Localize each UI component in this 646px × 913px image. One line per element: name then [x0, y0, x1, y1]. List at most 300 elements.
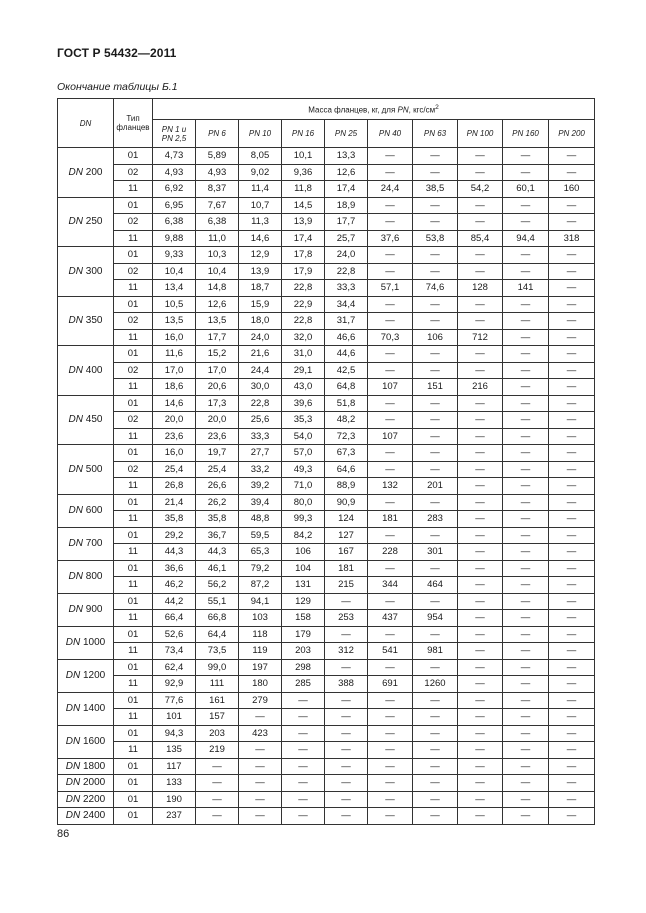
mass-value-cell: 57,0 [282, 445, 325, 462]
type-cell: 01 [114, 775, 153, 792]
mass-value-cell: 22,8 [325, 263, 368, 280]
mass-value-cell: 20,0 [196, 412, 239, 429]
mass-value-cell: 30,0 [239, 379, 282, 396]
pn-column-header [282, 120, 325, 148]
mass-value-cell: 66,8 [196, 610, 239, 627]
mass-value-cell: 64,4 [196, 626, 239, 643]
table-row [58, 428, 595, 445]
mass-value-cell: 181 [368, 511, 413, 528]
mass-value-cell: — [549, 676, 595, 693]
mass-value-cell: — [368, 164, 413, 181]
mass-value-cell: 201 [413, 478, 458, 495]
mass-value-cell: 46,2 [153, 577, 196, 594]
mass-value-cell: 10,5 [153, 296, 196, 313]
mass-value-cell: — [503, 313, 549, 330]
mass-value-cell: — [549, 247, 595, 264]
mass-value-cell: — [503, 626, 549, 643]
type-cell: 02 [114, 313, 153, 330]
mass-value-cell: 10,4 [196, 263, 239, 280]
mass-value-cell: 301 [413, 544, 458, 561]
mass-value-cell: — [549, 577, 595, 594]
mass-value-cell: — [458, 791, 503, 808]
pn-column-header [368, 120, 413, 148]
mass-value-cell: — [196, 808, 239, 825]
mass-value-cell: — [549, 808, 595, 825]
mass-value-cell: — [503, 643, 549, 660]
type-column-header [114, 99, 153, 148]
dn-cell: DN 1600 [58, 725, 114, 758]
pn-column-header [239, 120, 282, 148]
mass-value-cell: 24,0 [239, 329, 282, 346]
mass-value-cell: — [458, 148, 503, 165]
mass-value-cell: — [549, 511, 595, 528]
mass-value-cell: 15,2 [196, 346, 239, 363]
mass-value-cell: — [413, 395, 458, 412]
mass-value-cell: 79,2 [239, 560, 282, 577]
mass-value-cell: 117 [153, 758, 196, 775]
mass-value-cell: 62,4 [153, 659, 196, 676]
mass-value-cell: 72,3 [325, 428, 368, 445]
mass-value-cell: — [368, 709, 413, 726]
mass-value-cell: 6,95 [153, 197, 196, 214]
mass-value-cell: — [325, 758, 368, 775]
mass-value-cell: — [368, 148, 413, 165]
type-cell: 01 [114, 247, 153, 264]
mass-value-cell: — [368, 362, 413, 379]
mass-value-cell: 151 [413, 379, 458, 396]
mass-value-cell: 21,6 [239, 346, 282, 363]
mass-value-cell: — [549, 214, 595, 231]
mass-value-cell: 10,4 [153, 263, 196, 280]
mass-value-cell: 10,3 [196, 247, 239, 264]
mass-value-cell: — [368, 593, 413, 610]
table-row [58, 610, 595, 627]
dn-cell: DN 450 [58, 395, 114, 445]
mass-value-cell: 216 [458, 379, 503, 396]
mass-value-cell: 33,3 [239, 428, 282, 445]
table-row [58, 362, 595, 379]
mass-value-cell: 99,3 [282, 511, 325, 528]
mass-value-cell: — [503, 775, 549, 792]
mass-value-cell: — [503, 247, 549, 264]
mass-value-cell: — [549, 626, 595, 643]
mass-value-cell: 26,6 [196, 478, 239, 495]
mass-value-cell: 5,89 [196, 148, 239, 165]
mass-value-cell: — [413, 775, 458, 792]
mass-value-cell: 203 [196, 725, 239, 742]
mass-value-cell: — [368, 758, 413, 775]
mass-value-cell: 103 [239, 610, 282, 627]
mass-value-cell: — [503, 296, 549, 313]
mass-value-cell: — [282, 758, 325, 775]
mass-value-cell: — [549, 379, 595, 396]
mass-value-cell: — [325, 692, 368, 709]
mass-value-cell: — [549, 659, 595, 676]
type-cell: 11 [114, 643, 153, 660]
mass-value-cell: 135 [153, 742, 196, 759]
mass-value-cell: — [549, 560, 595, 577]
mass-value-cell: — [503, 362, 549, 379]
mass-value-cell: — [503, 428, 549, 445]
mass-value-cell: 161 [196, 692, 239, 709]
mass-value-cell: — [503, 461, 549, 478]
mass-value-cell: — [325, 808, 368, 825]
mass-value-cell: 84,2 [282, 527, 325, 544]
mass-value-cell: 26,2 [196, 494, 239, 511]
mass-value-cell: — [325, 593, 368, 610]
table-row [58, 230, 595, 247]
table-row [58, 296, 595, 313]
dn-cell: DN 200 [58, 148, 114, 198]
mass-value-cell: — [549, 412, 595, 429]
mass-value-cell: 14,6 [239, 230, 282, 247]
mass-value-cell: — [549, 362, 595, 379]
mass-value-cell: 85,4 [458, 230, 503, 247]
mass-value-cell: 1260 [413, 676, 458, 693]
mass-value-cell: — [325, 659, 368, 676]
mass-value-cell: — [413, 346, 458, 363]
mass-value-cell: 11,3 [239, 214, 282, 231]
mass-value-cell: 44,2 [153, 593, 196, 610]
mass-value-cell: — [503, 395, 549, 412]
mass-value-cell: 22,9 [282, 296, 325, 313]
mass-value-cell: 54,2 [458, 181, 503, 198]
mass-value-cell: — [549, 197, 595, 214]
mass-value-cell: 129 [282, 593, 325, 610]
mass-value-cell: 13,9 [282, 214, 325, 231]
type-cell: 11 [114, 610, 153, 627]
dn-cell: DN 700 [58, 527, 114, 560]
mass-value-cell: — [503, 725, 549, 742]
mass-value-cell: — [368, 560, 413, 577]
type-cell: 02 [114, 214, 153, 231]
table-row [58, 395, 595, 412]
type-cell: 11 [114, 280, 153, 297]
mass-value-cell: — [503, 527, 549, 544]
dn-cell: DN 2400 [58, 808, 114, 825]
mass-value-cell: 128 [458, 280, 503, 297]
mass-value-cell: 464 [413, 577, 458, 594]
mass-value-cell: 39,6 [282, 395, 325, 412]
mass-value-cell: 53,8 [413, 230, 458, 247]
mass-value-cell: 57,1 [368, 280, 413, 297]
mass-value-cell: 954 [413, 610, 458, 627]
table-row [58, 775, 595, 792]
mass-value-cell: 90,9 [325, 494, 368, 511]
mass-value-cell: 65,3 [239, 544, 282, 561]
table-row [58, 544, 595, 561]
mass-value-cell: 237 [153, 808, 196, 825]
mass-value-cell: — [413, 445, 458, 462]
mass-value-cell: — [368, 214, 413, 231]
mass-value-cell: 190 [153, 791, 196, 808]
type-cell: 01 [114, 296, 153, 313]
mass-value-cell: — [413, 758, 458, 775]
mass-value-cell: 71,0 [282, 478, 325, 495]
mass-value-cell: 9,88 [153, 230, 196, 247]
mass-value-cell: 11,8 [282, 181, 325, 198]
mass-value-cell: — [325, 725, 368, 742]
mass-value-cell: 94,4 [503, 230, 549, 247]
mass-value-cell: — [458, 676, 503, 693]
mass-value-cell: 20,6 [196, 379, 239, 396]
mass-value-cell: — [413, 791, 458, 808]
mass-value-cell: — [413, 494, 458, 511]
mass-value-cell: 64,6 [325, 461, 368, 478]
table-row [58, 791, 595, 808]
table-row [58, 593, 595, 610]
mass-value-cell: 6,38 [196, 214, 239, 231]
table-row [58, 148, 595, 165]
mass-value-cell: 88,9 [325, 478, 368, 495]
pn-header-line1: PN 10 [248, 129, 272, 138]
mass-value-cell: — [368, 808, 413, 825]
table-row [58, 313, 595, 330]
mass-value-cell: — [413, 362, 458, 379]
pn-column-header [196, 120, 239, 148]
mass-value-cell: 17,0 [153, 362, 196, 379]
mass-value-cell: 77,6 [153, 692, 196, 709]
mass-value-cell: 17,7 [196, 329, 239, 346]
pn-header-line1: PN 1 и [161, 124, 187, 134]
mass-value-cell: — [458, 610, 503, 627]
mass-value-cell: — [413, 197, 458, 214]
mass-value-cell: — [282, 709, 325, 726]
mass-value-cell: — [325, 709, 368, 726]
table-body [58, 148, 595, 825]
mass-value-cell: 48,2 [325, 412, 368, 429]
mass-value-cell: 48,8 [239, 511, 282, 528]
mass-value-cell: 298 [282, 659, 325, 676]
mass-value-cell: — [549, 527, 595, 544]
mass-value-cell: 160 [549, 181, 595, 198]
pn-header-line1: PN 16 [291, 129, 315, 138]
type-cell: 02 [114, 412, 153, 429]
mass-value-cell: 4,73 [153, 148, 196, 165]
type-cell: 01 [114, 346, 153, 363]
mass-value-cell: — [239, 709, 282, 726]
mass-value-cell: 70,3 [368, 329, 413, 346]
mass-value-cell: 29,1 [282, 362, 325, 379]
mass-value-cell: 423 [239, 725, 282, 742]
mass-value-cell: 13,5 [153, 313, 196, 330]
mass-value-cell: — [503, 742, 549, 759]
mass-value-cell: — [549, 148, 595, 165]
mass-value-cell: — [458, 775, 503, 792]
mass-value-cell: — [368, 725, 413, 742]
mass-value-cell: — [549, 329, 595, 346]
mass-value-cell: 24,4 [368, 181, 413, 198]
mass-value-cell: — [503, 610, 549, 627]
mass-value-cell: — [503, 577, 549, 594]
mass-value-cell: — [503, 692, 549, 709]
dn-cell: DN 800 [58, 560, 114, 593]
dn-cell: DN 2200 [58, 791, 114, 808]
type-cell: 11 [114, 329, 153, 346]
mass-value-cell: — [503, 329, 549, 346]
mass-value-cell: 4,93 [153, 164, 196, 181]
mass-value-cell: — [196, 775, 239, 792]
mass-value-cell: 35,8 [196, 511, 239, 528]
mass-value-cell: — [239, 775, 282, 792]
dn-cell: DN 1200 [58, 659, 114, 692]
mass-value-cell: 7,67 [196, 197, 239, 214]
mass-value-cell: — [549, 428, 595, 445]
table-row [58, 692, 595, 709]
pn-column-header [153, 120, 196, 148]
mass-value-cell: 36,6 [153, 560, 196, 577]
mass-value-cell: 13,9 [239, 263, 282, 280]
mass-value-cell: — [549, 692, 595, 709]
mass-value-cell: — [413, 461, 458, 478]
mass-value-cell: 107 [368, 379, 413, 396]
mass-value-cell: — [549, 742, 595, 759]
mass-value-cell: — [458, 362, 503, 379]
mass-value-cell: 157 [196, 709, 239, 726]
mass-value-cell: — [239, 742, 282, 759]
mass-value-cell: — [503, 346, 549, 363]
table-row [58, 379, 595, 396]
mass-value-cell: — [325, 791, 368, 808]
mass-value-cell: 99,0 [196, 659, 239, 676]
mass-value-cell: — [549, 775, 595, 792]
mass-value-cell: 55,1 [196, 593, 239, 610]
mass-value-cell: — [413, 214, 458, 231]
mass-value-cell: 124 [325, 511, 368, 528]
table-row [58, 742, 595, 759]
mass-value-cell: — [503, 164, 549, 181]
mass-value-cell: 17,3 [196, 395, 239, 412]
mass-value-cell: — [458, 742, 503, 759]
mass-value-cell: — [549, 461, 595, 478]
mass-value-cell: — [458, 626, 503, 643]
mass-value-cell: 17,4 [282, 230, 325, 247]
mass-value-cell: — [413, 263, 458, 280]
mass-value-cell: 35,8 [153, 511, 196, 528]
mass-value-cell: 6,38 [153, 214, 196, 231]
mass-value-cell: — [549, 494, 595, 511]
mass-value-cell: 106 [413, 329, 458, 346]
mass-value-cell: 318 [549, 230, 595, 247]
mass-value-cell: 17,8 [282, 247, 325, 264]
mass-value-cell: — [458, 296, 503, 313]
dn-cell: DN 2000 [58, 775, 114, 792]
mass-value-cell: — [413, 428, 458, 445]
mass-value-cell: 17,9 [282, 263, 325, 280]
mass-value-cell: — [549, 725, 595, 742]
mass-value-cell: 253 [325, 610, 368, 627]
type-cell: 02 [114, 362, 153, 379]
dn-cell: DN 900 [58, 593, 114, 626]
mass-value-cell: 107 [368, 428, 413, 445]
mass-value-cell: — [458, 313, 503, 330]
pn-header-line1: PN 63 [423, 129, 447, 138]
mass-value-cell: 16,0 [153, 445, 196, 462]
mass-value-cell: 26,8 [153, 478, 196, 495]
mass-value-cell: — [458, 692, 503, 709]
dn-cell: DN 1000 [58, 626, 114, 659]
mass-value-cell: — [368, 775, 413, 792]
table-row [58, 329, 595, 346]
flange-mass-table [57, 98, 595, 825]
mass-value-cell: 215 [325, 577, 368, 594]
mass-value-cell: — [458, 593, 503, 610]
mass-value-cell: 94,3 [153, 725, 196, 742]
mass-value-cell: 17,4 [325, 181, 368, 198]
mass-value-cell: 33,2 [239, 461, 282, 478]
dn-cell: DN 300 [58, 247, 114, 297]
mass-value-cell: — [503, 478, 549, 495]
mass-value-cell: — [368, 461, 413, 478]
mass-value-cell: 127 [325, 527, 368, 544]
pn-header-line1: PN 200 [558, 129, 585, 138]
mass-value-cell: 197 [239, 659, 282, 676]
type-cell: 01 [114, 808, 153, 825]
table-caption: Окончание таблицы Б.1 [57, 81, 178, 93]
table-row [58, 626, 595, 643]
pn-header-line1: PN 100 [466, 129, 494, 138]
mass-value-cell: — [503, 263, 549, 280]
mass-value-cell: — [458, 478, 503, 495]
mass-value-cell: 18,0 [239, 313, 282, 330]
table-row [58, 445, 595, 462]
mass-value-cell: 73,4 [153, 643, 196, 660]
mass-value-cell: 20,0 [153, 412, 196, 429]
table-row [58, 725, 595, 742]
mass-value-cell: 11,0 [196, 230, 239, 247]
mass-value-cell: 27,7 [239, 445, 282, 462]
mass-value-cell: 74,6 [413, 280, 458, 297]
mass-value-cell: — [282, 742, 325, 759]
mass-value-cell: 437 [368, 610, 413, 627]
mass-value-cell: — [458, 395, 503, 412]
mass-value-cell: — [413, 725, 458, 742]
mass-value-cell: — [368, 742, 413, 759]
mass-value-cell: 46,6 [325, 329, 368, 346]
mass-value-cell: 18,6 [153, 379, 196, 396]
mass-value-cell: — [503, 758, 549, 775]
mass-value-cell: 51,8 [325, 395, 368, 412]
type-cell: 11 [114, 230, 153, 247]
mass-value-cell: 54,0 [282, 428, 325, 445]
mass-value-cell: — [325, 775, 368, 792]
mass-value-cell: 203 [282, 643, 325, 660]
mass-value-cell: — [503, 494, 549, 511]
page-number: 86 [57, 828, 70, 840]
mass-value-cell: — [413, 709, 458, 726]
type-cell: 02 [114, 164, 153, 181]
mass-value-cell: — [503, 709, 549, 726]
mass-value-cell: 312 [325, 643, 368, 660]
mass-value-cell: — [368, 527, 413, 544]
mass-value-cell: 13,5 [196, 313, 239, 330]
table-row [58, 164, 595, 181]
pn-header-line2: PN 2,5 [161, 133, 187, 143]
mass-value-cell: 31,0 [282, 346, 325, 363]
type-cell: 11 [114, 478, 153, 495]
mass-value-cell: — [503, 445, 549, 462]
mass-value-cell: — [503, 791, 549, 808]
type-cell: 01 [114, 659, 153, 676]
mass-value-cell: 10,1 [282, 148, 325, 165]
mass-value-cell: — [282, 775, 325, 792]
dn-cell: DN 350 [58, 296, 114, 346]
table-row [58, 494, 595, 511]
mass-value-cell: — [368, 626, 413, 643]
mass-value-cell: 167 [325, 544, 368, 561]
mass-value-cell: 44,3 [153, 544, 196, 561]
mass-value-cell: — [368, 659, 413, 676]
